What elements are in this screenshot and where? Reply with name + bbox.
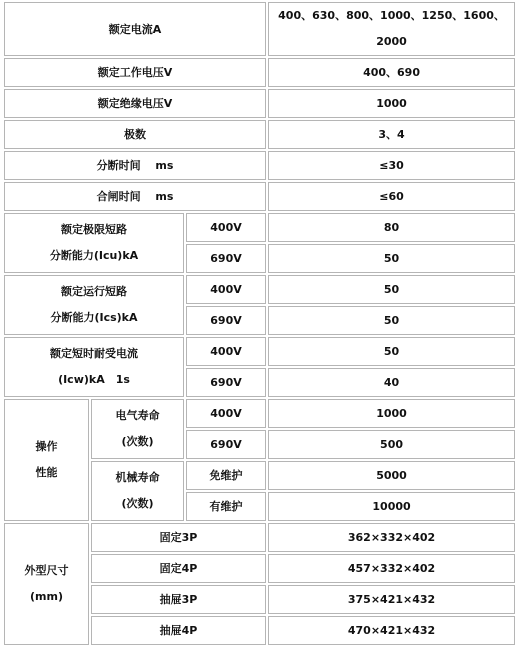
ics-label-line2: 分断能力(Ics)kA — [50, 311, 138, 324]
ics-voltage-690: 690V — [186, 306, 266, 335]
ics-label — [4, 275, 184, 335]
icw-label — [4, 337, 184, 397]
table-row — [4, 2, 515, 56]
table-row — [4, 213, 515, 242]
rated-insulation-voltage-value: 1000 — [268, 89, 515, 118]
table-row — [4, 337, 515, 366]
table-row — [4, 89, 515, 118]
icw-value-690: 40 — [268, 368, 515, 397]
poles-value: 3、4 — [268, 120, 515, 149]
poles-label: 极数 — [4, 120, 266, 149]
mechanical-value-maintenance: 10000 — [268, 492, 515, 521]
icw-voltage-400: 400V — [186, 337, 266, 366]
icu-value-400: 80 — [268, 213, 515, 242]
electrical-voltage-400: 400V — [186, 399, 266, 428]
mechanical-maintenance: 有维护 — [186, 492, 266, 521]
icu-label — [4, 213, 184, 273]
icu-label-line1: 额定极限短路 — [61, 223, 127, 236]
electrical-value-690: 500 — [268, 430, 515, 459]
mechanical-value-no-maintenance: 5000 — [268, 461, 515, 490]
dim-drawout-3p-label: 抽屉3P — [91, 585, 266, 614]
break-time-value: ≤30 — [268, 151, 515, 180]
ics-label-line1: 额定运行短路 — [61, 285, 127, 298]
dim-drawout-3p-value: 375×421×432 — [268, 585, 515, 614]
dim-fixed-3p-label: 固定3P — [91, 523, 266, 552]
electrical-life-label — [91, 399, 184, 459]
dim-fixed-4p-label: 固定4P — [91, 554, 266, 583]
rated-current-value: 400、630、800、1000、1250、1600、2000 — [268, 2, 515, 56]
table-row — [4, 275, 515, 304]
electrical-value-400: 1000 — [268, 399, 515, 428]
spec-table — [2, 0, 517, 647]
icw-value-400: 50 — [268, 337, 515, 366]
icw-label-line1: 额定短时耐受电流 — [50, 347, 138, 360]
table-row — [4, 58, 515, 87]
icu-value-690: 50 — [268, 244, 515, 273]
dimensions-label-line1: 外型尺寸 — [24, 564, 69, 577]
table-row — [4, 523, 515, 552]
mechanical-no-maintenance: 免维护 — [186, 461, 266, 490]
close-time-label: 合闸时间 ms — [4, 182, 266, 211]
mechanical-life-line2: (次数) — [121, 497, 154, 510]
dimensions-label-line2: (mm) — [30, 590, 63, 603]
electrical-life-line2: (次数) — [121, 435, 154, 448]
dim-drawout-4p-label: 抽屉4P — [91, 616, 266, 645]
table-row — [4, 399, 515, 428]
rated-insulation-voltage-label: 额定绝缘电压V — [4, 89, 266, 118]
rated-current-label: 额定电流A — [4, 2, 266, 56]
operation-label-line1: 操作 — [35, 440, 58, 453]
dim-fixed-3p-value: 362×332×402 — [268, 523, 515, 552]
dimensions-label — [4, 523, 89, 645]
rated-working-voltage-value: 400、690 — [268, 58, 515, 87]
table-row — [4, 120, 515, 149]
rated-working-voltage-label: 额定工作电压V — [4, 58, 266, 87]
icu-voltage-690: 690V — [186, 244, 266, 273]
icu-voltage-400: 400V — [186, 213, 266, 242]
dim-fixed-4p-value: 457×332×402 — [268, 554, 515, 583]
icw-label-line2: (Icw)kA 1s — [58, 373, 130, 386]
operation-label-line2: 性能 — [35, 466, 58, 479]
mechanical-life-line1: 机械寿命 — [115, 471, 160, 484]
electrical-life-line1: 电气寿命 — [115, 409, 160, 422]
icu-label-line2: 分断能力(Icu)kA — [49, 249, 139, 262]
ics-value-690: 50 — [268, 306, 515, 335]
table-row — [4, 151, 515, 180]
table-row — [4, 182, 515, 211]
electrical-voltage-690: 690V — [186, 430, 266, 459]
ics-voltage-400: 400V — [186, 275, 266, 304]
operation-label — [4, 399, 89, 521]
ics-value-400: 50 — [268, 275, 515, 304]
close-time-value: ≤60 — [268, 182, 515, 211]
break-time-label: 分断时间 ms — [4, 151, 266, 180]
icw-voltage-690: 690V — [186, 368, 266, 397]
mechanical-life-label — [91, 461, 184, 521]
dim-drawout-4p-value: 470×421×432 — [268, 616, 515, 645]
